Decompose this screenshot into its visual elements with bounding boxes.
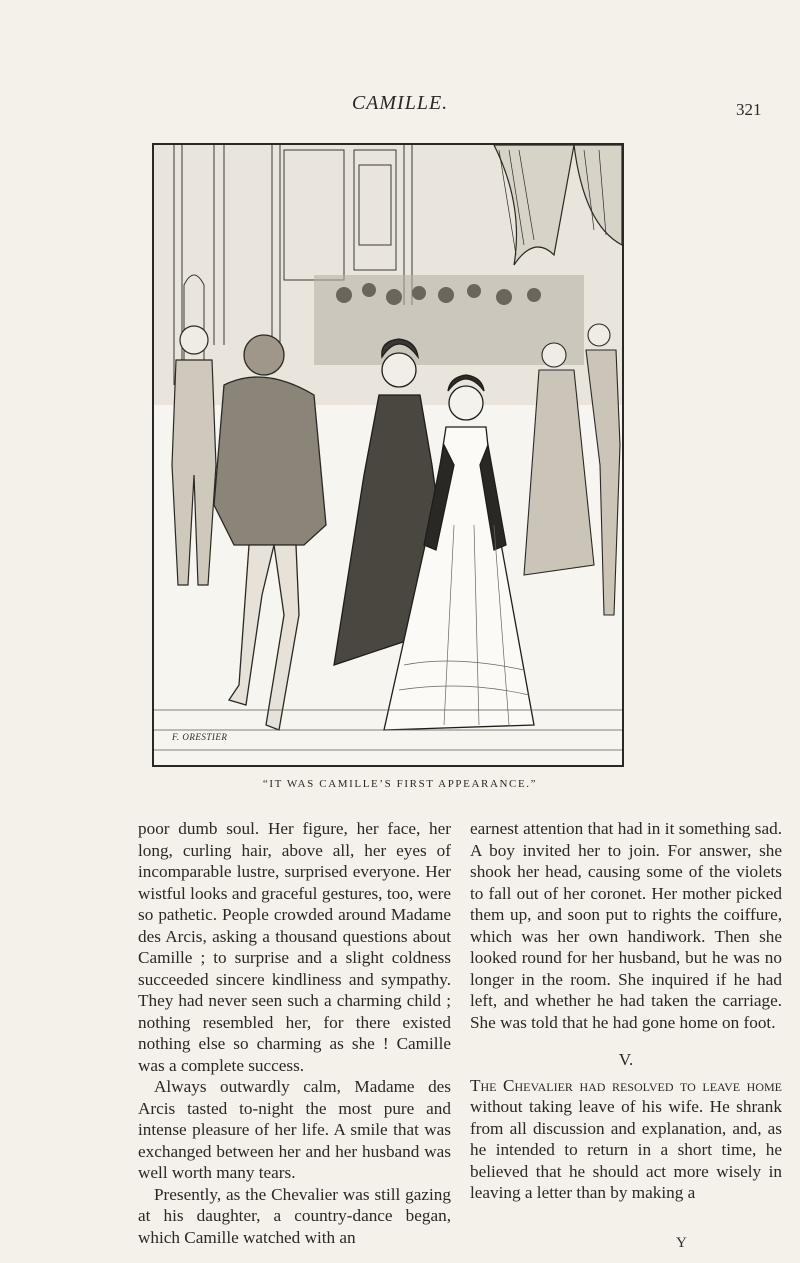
- section-paragraph: The Chevalier had resolved to leave home without taking leave of his wife. He shrank from all discussion and explanation, and, as he intended to return in a short time, he believed that he should act more wisely in leaving a letter than by making a: [470, 1075, 782, 1202]
- left-column: [138, 818, 451, 1248]
- right-column: [470, 818, 782, 1204]
- paragraph: Always outwardly calm, Madame des Arcis tasted to-night the most pure and intense pleasure of her life. A smile that was exchanged between her and her husband was well worth many tears.: [138, 1077, 451, 1182]
- plate-artist-signature: F. ORESTIER: [172, 732, 228, 742]
- running-head: CAMILLE.: [351, 92, 449, 114]
- ballroom-engraving: [154, 145, 622, 765]
- page-number: 321: [736, 100, 762, 119]
- section-number: V.: [618, 1050, 634, 1069]
- paragraph: poor dumb soul. Her figure, her face, her long, curling hair, above all, her eyes of incomparable lustre, surprised everyone. Her wistful looks and graceful gestures, too, were so pathetic. People crowded around Madame des Arcis, asking a thousand questions about Camille ; to surprise and a slight coldness succeeded sincere kindliness and sympathy. They had never seen such a charming child ; nothing resembled her, for there existed nothing else so charming as she ! Camille was a complete success.: [138, 819, 451, 1075]
- paragraph: Presently, as the Chevalier was still gazing at his daughter, a country-dance began, which Camille watched with an: [138, 1184, 451, 1247]
- figure-caption: “IT WAS CAMILLE’S FIRST APPEARANCE.”: [262, 778, 538, 790]
- illustration-plate: [152, 143, 624, 767]
- signature-mark: Y: [676, 1235, 687, 1251]
- paragraph: earnest attention that had in it something sad. A boy invited her to join. For answer, she shook her head, causing some of the violets to fall out of her coronet. Her mother picked them up, and soon put to rights the coiffure, which was her own handiwork. Then she looked round for her husband, but he was no longer in the room. She inquired if he had left, and whether he had taken the carriage. She was told that he had gone home on foot.: [470, 819, 782, 1032]
